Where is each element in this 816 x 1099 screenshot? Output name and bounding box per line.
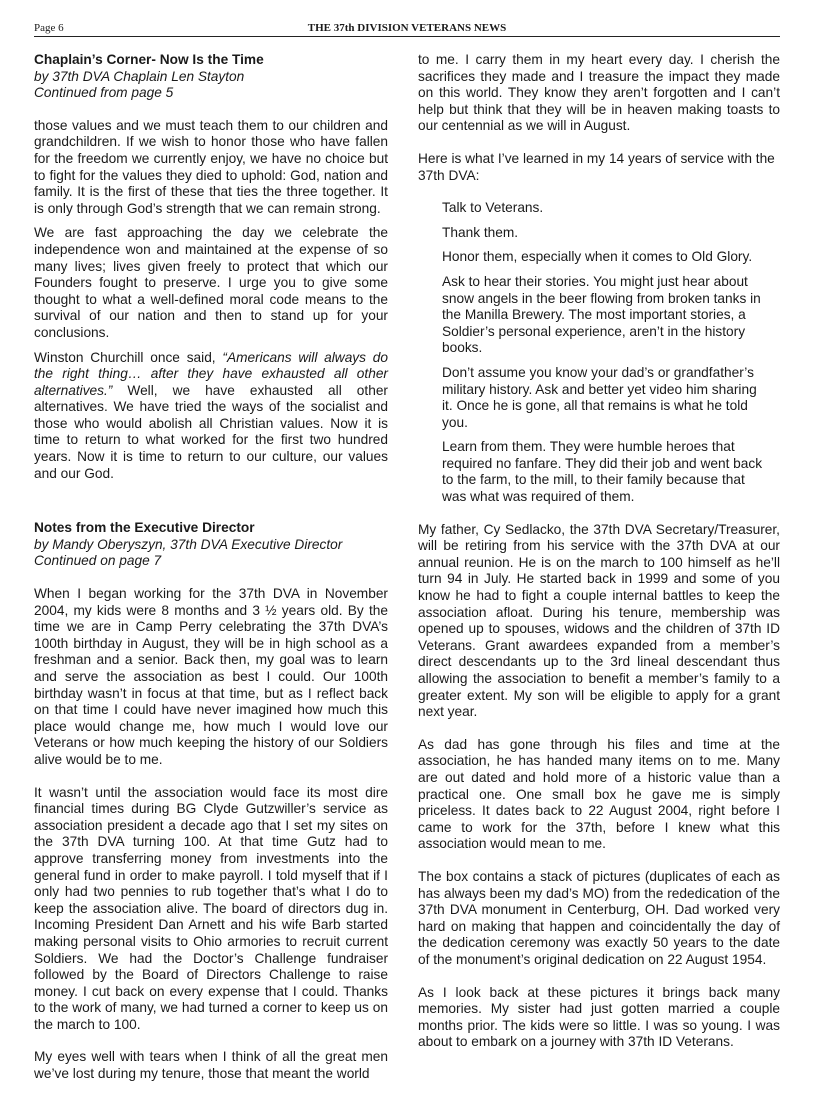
director-paragraph: My father, Cy Sedlacko, the 37th DVA Secretary/Treasurer, will be retiring from his service with the 37th DVA at our annual reunion. He is on the march to 100 himself as he’ll turn 94 in July. He started back in 1999 and some of you know he had to fight a couple internal battles to keep the association afloat. During his tenure, membership was opened up to spouses, widows and the children of 37th ID Veterans. Grant awardees expanded from a member’s direct descendants up to the 3rd lineal descendant thus allowing the association to benefit a member’s family to a greater extent. My son will be eligible to apply for a grant next year. — [418, 521, 780, 720]
director-continued-note: Continued on page 7 — [34, 553, 162, 569]
right-column — [418, 52, 780, 1067]
director-paragraph: My eyes well with tears when I think of all the great men we’ve lost during my tenure, those that meant the world — [34, 1049, 388, 1082]
paragraph-rest: Well, we have exhausted all other alternatives. We have tried the ways of the socialist and those who would abolish all Christian values. Now it is time to return to what worked for the first two hundred years. Now it is time to return to our culture, our values and our God. — [34, 382, 388, 481]
chaplain-paragraph: those values and we must teach them to our children and grandchildren. If we wish to honor those who have fallen for the freedom we currently enjoy, we have no choice but to fight for the values they died to uphold: God, nation and family. It is the first of these that ties the three together. It is only through God’s strength that we can remain strong. — [34, 117, 388, 216]
spacer — [34, 570, 388, 586]
director-paragraph: When I began working for the 37th DVA in November 2004, my kids were 8 months and 3 ½ years old. By the time we are in Camp Perry celebrating the 37th DVA’s 100th birthday in August, they will be in high school as a freshman and a senior. Back then, my goal was to learn and serve the association as best I could. Our 100th birthday wasn’t in focus at that time, but as I reflect back on that time I could have never imagined how much this place would change me, how much I would love our Veterans or how much keeping the history of our Soldiers alive would be to me. — [34, 586, 388, 767]
director-paragraph: to me. I carry them in my heart every day. I cherish the sacrifices they made and I treasure the impact they made on this world. They know they aren’t forgotten and I can’t help but think that they will be in heaven making toasts to our centennial as we will in August. — [418, 52, 780, 134]
director-paragraph: The box contains a stack of pictures (duplicates of each as has always been my dad’s MO) from the rededication of the 37th DVA monument in Centerburg, OH. Dad worked very hard on making that happen and coincidentally the day of the dedication ceremony was exactly 50 years to the date of the monument’s original dedication on 22 August 1954. — [418, 868, 780, 967]
lesson-item: Ask to hear their stories. You might just hear about snow angels in the beer flowing from broken tanks in the Manilla Brewery. The most important stories, a Soldier’s personal experience, aren’t in the history books. — [442, 273, 761, 356]
lesson-item: Learn from them. They were humble heroes that required no fanfare. They did their job and went back to the farm, to the mill, to their family because that was what was required of them. — [442, 439, 763, 505]
director-paragraph: Here is what I’ve learned in my 14 years of service with the 37th DVA: — [418, 150, 775, 183]
chaplain-paragraph — [34, 350, 388, 483]
left-column — [34, 52, 388, 1099]
chaplain-paragraph: We are fast approaching the day we celebrate the independence won and maintained at the expense of so many lives; lives given freely to protect that which our Founders fought to preserve. I urge you to give some thought to what a well-defined moral code means to the survival of our nation and then to stand up for your conclusions. — [34, 225, 388, 340]
header-rule — [34, 36, 780, 37]
director-paragraph: As I look back at these pictures it brings back many memories. My sister had just gotten married a couple months prior. The kids were so little. I was so young. I was about to embark on a journey with 37th ID Veterans. — [418, 984, 780, 1050]
spacer — [418, 514, 780, 522]
publication-title: THE 37th DIVISION VETERANS NEWS — [307, 22, 507, 34]
paragraph-lead: Winston Churchill once said, — [34, 349, 223, 365]
lessons-list — [442, 200, 764, 506]
director-paragraph: It wasn’t until the association would face its most dire financial times during BG Clyde Gutzwiller’s service as association president a decade ago that I set my sites on the 37th DVA turning 100. At that time Gutz had to approve transferring money from investments into the general fund in order to make payroll. I told myself that if I only had two pennies to rub together that’s what I do to keep the association alive. The board of directors dug in. Incoming President Dan Arnett and his wife Barb started making personal visits to Ohio armories to recruit current Soldiers. We had the Doctor’s Challenge fundraiser followed by the Board of Directors Challenge to raise money. I cut back on every expense that I could. Thanks to the work of many, we had turned a corner to keep us on the march to 100. — [34, 784, 388, 1032]
lesson-item: Honor them, especially when it comes to Old Glory. — [442, 249, 753, 265]
director-section-title: Notes from the Executive Director — [34, 520, 255, 536]
lesson-item: Talk to Veterans. — [442, 200, 544, 216]
spacer — [34, 102, 388, 118]
churchill-quote: “Americans will always do the right thing… after they have exhausted all other alternatives.” — [34, 349, 388, 398]
lesson-item: Thank them. — [442, 224, 519, 240]
lesson-item: Don’t assume you know your dad’s or grandfather’s military history. Ask and better yet video him sharing it. Once he is gone, all that remains is what he told you. — [442, 364, 757, 430]
spacer — [34, 490, 388, 520]
chaplain-byline: by 37th DVA Chaplain Len Stayton — [34, 68, 245, 84]
director-paragraph: As dad has gone through his files and time at the association, he has handed many items on to me. Many are out dated and hold more of a historic value than a practical one. One small box he gave me is simply priceless. It dates back to 22 August 2004, right before I came to work for the 37th, before I knew what this association would mean to me. — [418, 736, 780, 852]
chaplain-section-title: Chaplain’s Corner- Now Is the Time — [34, 52, 264, 67]
page-number: Page 6 — [34, 22, 64, 34]
chaplain-continued-note: Continued from page 5 — [34, 85, 174, 101]
director-byline: by Mandy Oberyszyn, 37th DVA Executive Director — [34, 536, 343, 552]
